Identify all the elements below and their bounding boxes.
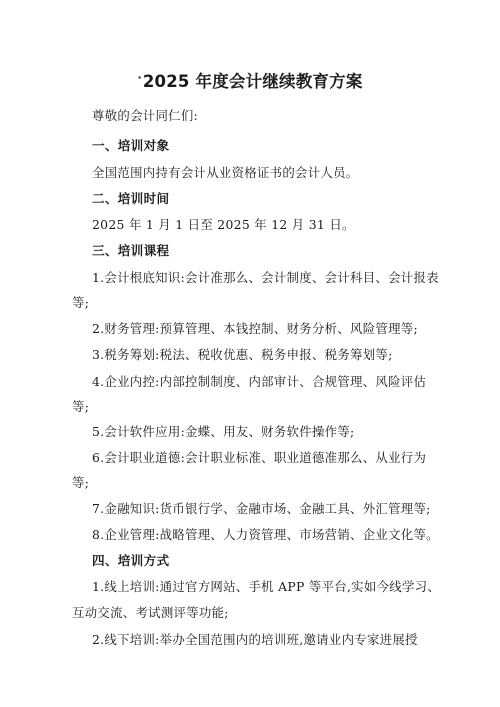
course-item-3: 3.税务筹划:税法、税收优惠、税务申报、税务筹划等;	[92, 347, 393, 362]
course-item-4: 4.企业内控:内部控制制度、内部审计、合规管理、风险评估	[92, 374, 427, 389]
course-item-6-continued: 等;	[72, 475, 90, 490]
course-item-1-continued: 等;	[72, 295, 90, 310]
section-heading-courses: 三、培训课程	[92, 243, 170, 258]
section-heading-target: 一、培训对象	[92, 138, 170, 153]
course-item-6: 6.会计职业道德:会计职业标准、职业道德准那么、从业行为	[92, 450, 427, 465]
course-item-8: 8.企业管理:战略管理、人力资管理、市场营销、企业文化等。	[92, 527, 439, 542]
method-item-1-continued: 互动交流、考试测评等功能;	[72, 605, 229, 620]
title-text: 2025 年度会计继续教育方案	[142, 72, 363, 91]
method-item-1: 1.线上培训:通过官方网站、手机 APP 等平台,实如今线学习、	[92, 579, 441, 594]
course-item-7: 7.金融知识:货币银行学、金融市场、金融工具、外汇管理等;	[92, 501, 431, 516]
method-item-2: 2.线下培训:举办全国范围内的培训班,邀请业内专家进展授	[92, 632, 418, 647]
section-text-time: 2025 年 1 月 1 日至 2025 年 12 月 31 日。	[92, 217, 355, 232]
document-title	[0, 68, 500, 92]
course-item-5: 5.会计软件应用:金蝶、用友、财务软件操作等;	[92, 424, 355, 439]
course-item-4-continued: 等;	[72, 399, 90, 414]
section-heading-time: 二、培训时间	[92, 191, 170, 206]
section-text-target: 全国范围内持有会计从业资格证书的会计人员。	[92, 165, 359, 180]
course-item-1: 1.会计根底知识:会计准那么、会计制度、会计科目、会计报表	[92, 270, 439, 285]
title-mark: ·	[137, 71, 142, 84]
course-item-2: 2.财务管理:预算管理、本钱控制、财务分析、风险管理等;	[92, 321, 418, 336]
greeting: 尊敬的会计同仁们:	[92, 108, 198, 123]
section-heading-method: 四、培训方式	[92, 553, 170, 568]
